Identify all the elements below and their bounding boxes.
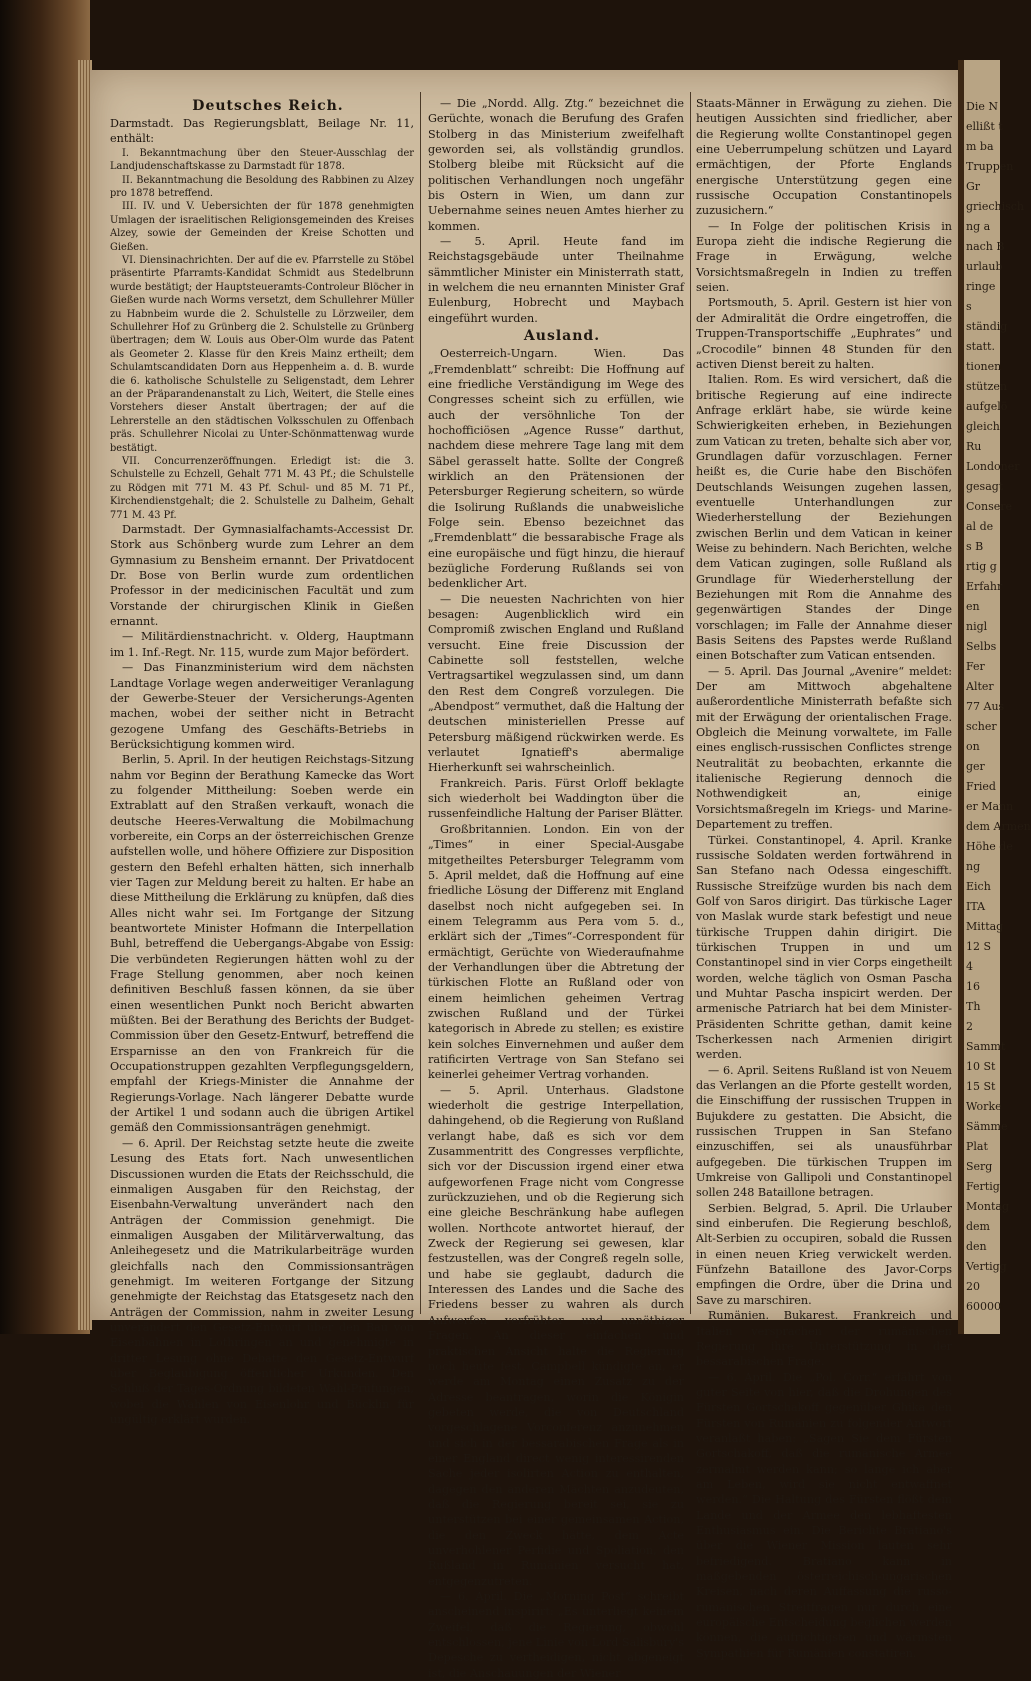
adjacent-page-fragment <box>958 60 1031 1334</box>
section-heading: Deutsches Reich. <box>192 98 344 114</box>
article-paragraph: Staats-Männer in Erwägung zu ziehen. Die heutigen Aussichten sind friedlicher, aber die Regierung wollte Constantinopel gegen eine Ueberrumpelung schützen und Layard ermächtigen, der Pforte Englands energische Unterstützung gegen eine russische Occupation Constantinopels zuzusichern.“ <box>696 97 952 218</box>
fragment-text: Fried <box>966 780 996 793</box>
fragment-text: ringe <box>966 280 996 293</box>
page-gutter-shadow <box>958 60 964 1334</box>
article-paragraph: — In Folge der politischen Krisis in Europa zieht die indische Regierung die Frage in Erwägung, welche Vorsichtsmaßregeln in Indien zu treffen seien. <box>696 219 952 295</box>
fragment-text: Londoner <box>966 460 1020 473</box>
fragment-text: ITA <box>966 900 986 913</box>
article-paragraph: Frankreich. Paris. Fürst Orloff beklagte sich wiederholt bei Waddington über die russenfeindliche Haltung der Pariser Blätter. <box>428 776 684 821</box>
article-paragraph: — 5. April. Unterhaus. Gladstone wiederholt die gestrige Interpellation, dahingehend, ob die Regierung von Rußland verlangt habe, daß es sich vor dem Zusammentritt des Congresses verpflichte, sich vor der Discussion irgend einer etwa aufgeworfenen Frage nicht vom Congresse zurückzuziehen, und ob die Regierung sich eine gleiche Beschränkung habe auflegen wollen. Northcote antwortet hierauf, der Zweck der Regierung sei gewesen, klar festzustellen, was der Congreß regeln solle, und habe sie geglaubt, dadurch die Interessen des Landes und die Sache des Friedens besser zu wahren als durch Aufwerfen verfrühter und unnöthiger Fragen. An dieser einfachen und praktischen Ansicht halte die Regierung noch heute fest. Campbell kündigte an, er werde am Montag einen Zusatz zu der Adresse beantragen, worin die Königin gebeten werde, die von Deutschland vorgeschlagene Vorconferenz anzunehmen und sich in der bessarabischen Frage als in einer England direct wenig interessirenden Sache jeder isolirten Action zu enthalten, dagegen den anderen Mächten anzudeuten, daß die Regierung bereit sei, sie zu unterstützen bei einer gemeinsamen Action, die den Zweck hätte, dem Acte unverhohlener Perfidie und Spoliation, den Rußland in Rumänien versucht hat, entgegenzutreten. <box>428 1083 684 1588</box>
article-paragraph: Rumänien. Bukarest. Frankreich und Italien versprachen der rumänischen Regierung ihre Unterstützung in der bessarabischen Frage. <box>696 1309 952 1369</box>
article-paragraph: Oesterreich-Ungarn. Wien. Das „Fremdenblatt“ schreibt: Die Hoffnung auf eine friedliche Verständigung im Wege des Congresses scheint sich zu erfüllen, wie auch der versöhnliche Ton der hochofficiösen „Agence Russe“ darthut, nachdem diese mehrere Tage lang mit dem Säbel gerasselt hatte. Sollte der Congreß wirklich an den Prätensionen der Petersburger Regierung scheitern, so würde die Isolirung Rußlands die unabweisliche Folge sein. Ebenso bezeichnet das „Fremdenblatt“ die bessarabische Frage als eine europäische und fügt hinzu, die hierauf bezügliche Forderung Rußlands sei von bedenklicher Art. <box>428 347 684 591</box>
fragment-text: Sammt <box>966 1040 1006 1053</box>
fragment-text: ständig <box>966 320 1008 333</box>
article-paragraph: — Das Finanzministerium wird dem nächsten Landtage Vorlage wegen anderweitiger Veranlagung der Gewerbe-Steuer der Versicherungs-Agenten machen, wobei der seither nicht in Betracht gezogene Umfang des Geschäfts-Betriebs in Berücksichtigung kommen wird. <box>110 661 414 751</box>
fragment-text: Fer <box>966 660 985 673</box>
fragment-text: Serg <box>966 1160 993 1173</box>
article-paragraph: Darmstadt. Der Gymnasialfachamts-Accessist Dr. Stork aus Schönberg wurde zum Lehrer an dem Gymnasium zu Bensheim ernannt. Der Privatdocent Dr. Bose von Berlin wurde zum ordentlichen Professor in der medicinischen Facultät und zum Vorstande der chirurgischen Klinik in Gießen ernannt. <box>110 523 414 629</box>
fragment-text: Sämme <box>966 1120 1008 1133</box>
article-paragraph: — 5. April. Das Journal „Avenire“ meldet: Der am Mittwoch abgehaltene außerordentliche Ministerrath befaßte sich mit der Erwägung der orientalischen Frage. Obgleich die Meinung vorwaltete, im Falle eines englisch-russischen Conflictes strenge Neutralität zu beobachten, erkannte die italienische Regierung dennoch die Nothwendigkeit an, einige Vorsichtsmaßregeln im Kriegs- und Marine-Departement zu treffen. <box>696 664 952 832</box>
fragment-text: 12 S <box>966 940 992 953</box>
fragment-text: s <box>966 300 972 313</box>
fragment-text: Truppen <box>966 160 1014 173</box>
article-paragraph: III. IV. und V. Uebersichten der für 1878 genehmigten Umlagen der israelitischen Religionsgemeinden des Kreises Alzey, sowie der Gemeinden der Kreise Schotten und Gießen. <box>110 201 414 253</box>
column-1 <box>110 96 414 1426</box>
article-paragraph: II. Bekanntmachung die Besoldung des Rabbinen zu Alzey pro 1878 betreffend. <box>110 174 414 199</box>
newspaper-page <box>90 70 958 1680</box>
article-paragraph: — 6. April. Seitens Rußland ist von Neuem das Verlangen an die Pforte gestellt worden, die Einschiffung der russischen Truppen in Bujukdere zu gestatten. Die Absicht, die russischen Truppen in San Stefano einzuschiffen, sei als unausführbar aufgegeben. Die türkischen Truppen im Umkreise von Gallipoli und Constantinopel sollen 248 Bataillone betragen. <box>696 1063 952 1200</box>
article-paragraph: Darmstadt. Das Regierungsblatt, Beilage Nr. 11, enthält: <box>110 117 414 146</box>
fragment-text: ellißt t <box>966 120 1003 133</box>
article-paragraph: I. Bekanntmachung über den Steuer-Ausschlag der Landjudenschaftskasse zu Darmstadt für 1878. <box>110 147 414 173</box>
fragment-text: 16 <box>966 980 980 993</box>
fragment-text: Die N <box>966 100 998 113</box>
fragment-text: 77 Aus <box>966 700 1005 713</box>
fragment-text: scher <box>966 720 997 733</box>
column-rule <box>690 92 691 1314</box>
fragment-text: 10 St <box>966 1060 996 1073</box>
column-3 <box>696 96 952 1660</box>
fragment-text: on <box>966 740 980 753</box>
fragment-text: Alter <box>966 680 994 693</box>
fragment-text: s B <box>966 540 984 553</box>
fragment-text: Selbs <box>966 640 997 653</box>
article-paragraph: Serbien. Belgrad, 5. April. Die Urlauber sind einberufen. Die Regierung beschloß, Alt-Serbien zu occupiren, sobald die Russen in einen neuen Krieg verwickelt werden. Fünfzehn Bataillone des Javor-Corps empfingen die Ordre, über die Drina und Save zu marschiren. <box>696 1201 952 1307</box>
fragment-text: Plat <box>966 1140 988 1153</box>
article-paragraph: VI. Diensinachrichten. Der auf die ev. Pfarrstelle zu Stöbel präsentirte Pfarramts-Kandidat Schmidt aus Stedelbrunn wurde bestätigt; der Hauptsteueramts-Controleur Blöcher in Gießen wurde nach Worms versetzt, dem Schullehrer Müller zu Habnbeim wurde die 2. Schulstelle zu Lörzweiler, dem Schullehrer Hof zu Grünberg die 2. Schulstelle zu Grünberg übertragen; dem W. Louis aus Ober-Olm wurde das Patent als Geometer 2. Klasse für den Kreis Mainz ertheilt; dem Schulamtscandidaten Dorn aus Heppenheim a. d. B. wurde die 6. katholische Schulstelle zu Seligenstadt, dem Lehrer an der Präparandenanstalt zu Lich, Weitert, die Stelle eines Vorstehers dieser Anstalt übertragen; der auf die Lehrerstelle an den städtischen Volksschulen zu Offenbach präs. Schullehrer Nicolai zu Unter-Schönmattenwag wurde bestätigt. <box>110 254 414 454</box>
article-paragraph: — 5. April. Heute fand im Reichstagsgebäude unter Theilnahme sämmtlicher Minister ein Ministerrath statt, in welchem die neu ernannten Minister Graf Eulenburg, Hobrecht und Maybach eingeführt wurden. <box>428 235 684 325</box>
article-paragraph: — 6. April. Die „Pol. Corr.“ erfährt von guter Seite von hier, daß die Drohungen des Fürsten Gortschakoff gegenüber Ghika den Fürsten von Rumänien zu folgender Antwort veranlaßt haben: „Sagen Sie dem Fürsten Gortschakoff, daß die rumänische Armee zermalmt werden kann; so lange ich aber am Leben, wird sie nicht entwaffnet werden.“ Die Haltung des Fürsten flößt dem Lande und der Armee den lebhaftesten Enthusiasmus ein. Die Berichte Bratiano's über die Wiener Mission lauten sehr befriedigend. Bratiano kann in maßgebenden österreichisch-ungarischen Kreisen, nach deren Auffassung die russo-rumänischen Streitfragen nur durch eine europäische Entscheidung beglichen werden können, die aufrichtigsten und wärmsten Sympathien für Rumänien constatiren. <box>696 1370 952 1660</box>
article-paragraph: VII. Concurrenzeröffnungen. Erledigt ist: die 3. Schulstelle zu Echzell, Gehalt 771 M. 43 Pf.; die Schulstelle zu Rödgen mit 771 M. 43 Pf. Schul- und 85 M. 71 Pf., Kirchendienstgehalt; die 2. Schulstelle zu Dalheim, Gehalt 771 M. 43 Pf. <box>110 456 414 521</box>
book-spine <box>0 0 90 1334</box>
article-paragraph: — 6. April. Die „Morning Post“ schreibt anscheinend inspirirt: „Es unterliegt keinem Zweifel, daß die Regierung, obwohl entschlossen, jene Linie von Lord Salisbury's Depesche zu vertheidigen, nicht abgeneigt ist, die Anschauungen der Wiener <box>428 1590 684 1680</box>
fragment-text: rtig g <box>966 560 997 573</box>
fragment-text: Th <box>966 1000 981 1013</box>
fragment-text: aufgelö <box>966 400 1008 413</box>
fragment-text: Gr <box>966 180 981 193</box>
fragment-text: 20 <box>966 1280 980 1293</box>
article-paragraph: Türkei. Constantinopel, 4. April. Kranke russische Soldaten werden fortwährend in San Stefano nach Odessa eingeschifft. Russische Streifzüge wurden bis nach dem Golf von Saros dirigirt. Das türkische Lager von Maslak wurde stark befestigt und neue türkische Truppen dahin dirigirt. Die türkischen Truppen in und um Constantinopel sind in vier Corps eingetheilt worden, welche täglich von Osman Pascha und Muhtar Pascha inspicirt werden. Der armenische Patriarch hat bei dem Minister-Präsidenten Schritte gethan, damit keine Tscherkessen nach Armenien dirigirt werden. <box>696 833 952 1062</box>
column-rule <box>420 92 421 1314</box>
fragment-text: Mittag <box>966 920 1004 933</box>
fragment-text: statt. <box>966 340 995 353</box>
fragment-text: Erfahr <box>966 580 1003 593</box>
fragment-text: dem <box>966 1220 990 1233</box>
fragment-text: 4 <box>966 960 973 973</box>
fragment-text: Worke <box>966 1100 1002 1113</box>
article-paragraph: — Die neuesten Nachrichten von hier besagen: Augenblicklich wird ein Compromiß zwischen England und Rußland versucht. Eine freie Discussion der Cabinette soll feststellen, welche Vertragsartikel wegzulassen sind, um dann den Rest dem Congreß vorzulegen. Die „Abendpost“ vermuthet, daß die Haltung der deutschen ministeriellen Presse auf Petersburg mäßigend rückwirken werde. Es verlautet Ignatieff's abermalige Hierherkunft sei wahrscheinlich. <box>428 592 685 775</box>
article-paragraph: Großbritannien. London. Ein von der „Times“ in einer Special-Ausgabe mitgetheiltes Petersburger Telegramm vom 5. April meldet, daß die Hoffnung auf eine friedliche Lösung der Differenz mit England daselbst noch nicht aufgegeben sei. In einem Telegramm aus Pera vom 5. d., erklärt sich der „Times“-Correspondent für ermächtigt, Gerüchte von Wiederaufnahme der Verhandlungen über die Abtretung der türkischen Flotte an Rußland oder von einem heimlichen geheimen Vertrag zwischen Rußland und der Türkei kategorisch in Abrede zu stellen; es existire kein solches Einvernehmen und außer dem ratificirten Vertrage von San Stefano sei keinerlei geheimer Vertrag vorhanden. <box>428 822 684 1082</box>
fragment-text: en <box>966 600 980 613</box>
fragment-text: gesagt <box>966 480 1004 493</box>
fragment-text: tionen <box>966 360 1002 373</box>
fragment-text: den <box>966 1240 987 1253</box>
fragment-text: nach B <box>966 240 1005 253</box>
fragment-text: ger <box>966 760 985 773</box>
fragment-text: Consere <box>966 500 1013 513</box>
fragment-text: stützen <box>966 380 1007 393</box>
fragment-text: 60000 <box>966 1300 1001 1313</box>
fragment-text: al de <box>966 520 994 533</box>
article-paragraph: — Militärdienstnachricht. v. Olderg, Hauptmann im 1. Inf.-Regt. Nr. 115, wurde zum Major befördert. <box>110 630 414 659</box>
fragment-text: er Mann <box>966 800 1014 813</box>
fragment-text: ng <box>966 860 981 873</box>
fragment-text: m ba <box>966 140 994 153</box>
article-paragraph: Berlin, 5. April. In der heutigen Reichstags-Sitzung nahm vor Beginn der Berathung Kamecke das Wort zu folgender Mittheilung: Soeben werde ein Extrablatt auf den Straßen verkauft, wonach die deutsche Heeres-Verwaltung die Mobilmachung vorbereite, ein Corps an der österreichischen Grenze aufstellen wolle, und höhere Offiziere zur Disposition gestern den Befehl erhalten hätten, sich innerhalb vier Tagen zur Meldung bereit zu halten. Er habe an diese Mittheilung die Erklärung zu knüpfen, daß dies Alles nicht wahr sei. Im Fortgange der Sitzung beantwortete Minister Hofmann die Interpellation Buhl, betreffend die Uebergangs-Abgabe von Essig: Die verbündeten Regierungen hätten wohl zu der Frage Stellung genommen, aber noch keinen definitiven Beschluß fassen können, da sie über einen wesentlichen Punkt noch Bericht abwarten müßten. Bei der Berathung des Berichts der Budget-Commission über den Gesetz-Entwurf, betreffend die Ersparnisse an den von Frankreich für die Occupationstruppen gezahlten Verpflegungsgeldern, empfahl der Kriegs-Minister die Annahme der Regierungs-Vorlage. Nach längerer Debatte wurde der Artikel 1 und sodann auch die übrigen Artikel gemäß den Commissionsanträgen genehmigt. <box>110 753 414 1135</box>
fragment-text: Vertigg <box>966 1260 1007 1273</box>
fragment-text: Ru <box>966 440 982 453</box>
fragment-text: Höhe de <box>966 840 1013 853</box>
article-paragraph: — 6. April. Der Reichstag setzte heute die zweite Lesung des Etats fort. Nach unwesentlichen Discussionen wurden die Etats der Reichsschuld, die einmaligen Ausgaben für den Reichstag, der Eisenbahn-Verwaltung unverändert nach den Anträgen der Commission genehmigt. Die einmaligen Ausgaben der Militärverwaltung, das Anleihegesetz und die Matrikularbeiträge wurden gleichfalls nach den Commissionsanträgen genehmigt. Im weiteren Fortgange der Sitzung genehmigte der Reichstag das Etatsgesetz nach den Anträgen der Commission, nahm in zweiter Lesung unverändert den Gesetz-Entwurf über den Bau von Eisenbahnen in Lothringen an und genehmigte in dritter Lesung ohne Debatte den Gesetz-Entwurf über Beglaubigung öffentlicher Urkunden. Den Schluß der Tages-Ordnung bildeten Wahl-Prüfungen, wobei die Wahlen von Eisenlohr und Bücklin für ungültig erklärt wurden. <box>110 1136 414 1426</box>
fragment-text: ng a <box>966 220 991 233</box>
article-paragraph: Portsmouth, 5. April. Gestern ist hier von der Admiralität die Ordre eingetroffen, die Truppen-Transportschiffe „Euphrates“ und „Crocodile“ binnen 48 Stunden für den activen Dienst bereit zu halten. <box>696 296 952 371</box>
fragment-text: Eich <box>966 880 991 893</box>
fragment-text: gleich <box>966 420 1000 433</box>
column-2 <box>428 96 685 1680</box>
fragment-text: urlaub <box>966 260 1003 273</box>
fragment-text: 15 St <box>966 1080 996 1093</box>
fragment-text: Fertig <box>966 1180 1000 1193</box>
fragment-text: nigl <box>966 620 988 633</box>
fragment-text: dem Armen <box>966 820 1031 833</box>
fragment-text: 2 <box>966 1020 973 1033</box>
article-paragraph: Italien. Rom. Es wird versichert, daß die britische Regierung auf eine indirecte Anfrage erklärt habe, sie würde keine Schwierigkeiten erheben, in Beziehungen zum Vatican zu treten, behalte sich aber vor, Grundlagen dafür vorzuschlagen. Ferner heißt es, die Curie habe den Bischöfen Deutschlands Weisungen zugehen lassen, eventuelle Unterhandlungen zur Wiederherstellung der Beziehungen zwischen Berlin und dem Vatican in keiner Weise zu behindern. Nach Berichten, welche dem Vatican zugingen, solle Rußland als Grundlage für Wiederherstellung der Beziehungen mit Rom die Annahme des gegenwärtigen Standes der Dinge vorschlagen; im Falle der Annahme dieser Basis Seitens des Papstes werde Rußland einen Botschafter zum Vatican entsenden. <box>696 373 952 663</box>
section-heading: Ausland. <box>523 328 601 345</box>
fragment-text: Montag <box>966 1200 1009 1213</box>
article-paragraph: — Die „Nordd. Allg. Ztg.“ bezeichnet die Gerüchte, wonach die Berufung des Grafen Stolberg in das Ministerium zweifelhaft geworden sei, als vollständig grundlos. Stolberg bleibe mit Rücksicht auf die politischen Verhandlungen noch ungefähr bis Ostern in Wien, um dann zur Uebernahme seines neuen Amtes hierher zu kommen. <box>428 97 684 233</box>
fragment-text: griechisch <box>966 200 1024 213</box>
